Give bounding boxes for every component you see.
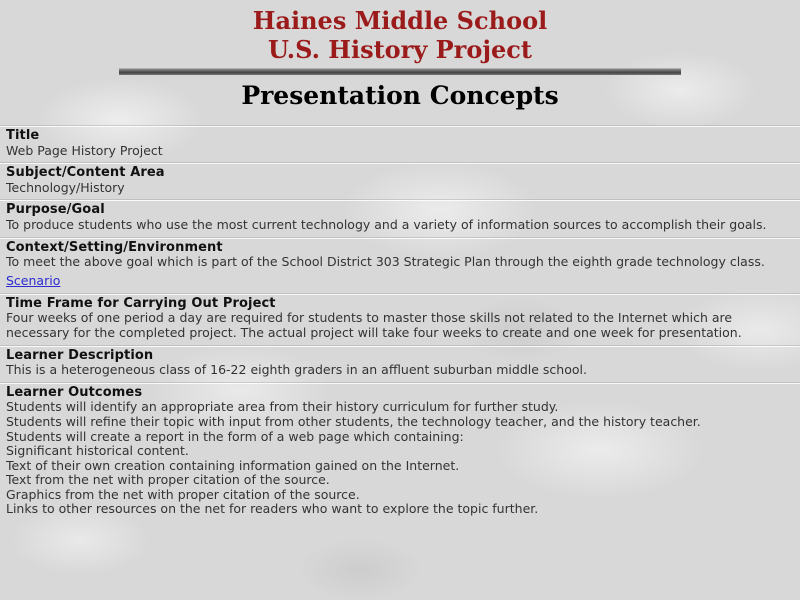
project-name: U.S. History Project [268,35,532,64]
outcome-line: Students will identify an appropriate area from their history curriculum for further study. [6,399,559,415]
section-label: Learner Description [6,347,154,363]
section-learner-description [0,346,800,383]
section-timeframe [0,294,800,346]
section-subject [0,163,800,200]
section-purpose [0,200,800,237]
content-area [0,126,800,522]
section-label: Time Frame for Carrying Out Project [6,295,276,311]
outcome-line: Links to other resources on the net for readers who want to explore the topic further. [6,501,539,517]
section-label: Title [6,128,40,143]
section-label: Purpose/Goal [6,202,105,218]
header-divider [119,68,681,75]
scenario-link[interactable]: Scenario [6,272,61,288]
section-label: Learner Outcomes [6,384,143,400]
outcome-line: Text of their own creation containing information gained on the Internet. [6,457,460,473]
section-text: This is a heterogeneous class of 16-22 eighth graders in an affluent suburban middle school. [6,362,587,378]
outcome-line: Students will create a report in the form of a web page which containing: [6,428,464,444]
section-context [0,238,800,294]
page-title: Presentation Concepts [241,81,559,110]
section-text: To produce students who use the most current technology and a variety of information sources to accomplish their goals. [6,216,767,232]
school-name: Haines Middle School [252,6,548,35]
section-text: Technology/History [6,179,125,195]
section-text: Web Page History Project [6,142,163,158]
section-text: Four weeks of one period a day are required for students to master those skills not related to the Internet which are necessary for the completed project. The actual project will take four weeks to create and one week for presentation. [6,310,742,340]
section-learner-outcomes [0,383,800,522]
section-label: Subject/Content Area [6,165,165,181]
section-text: To meet the above goal which is part of the School District 303 Strategic Plan through the eighth grade technology class. [6,254,765,270]
outcome-line: Text from the net with proper citation of the source. [6,472,330,488]
outcome-line: Significant historical content. [6,443,189,459]
section-title [0,126,800,163]
outcome-line: Graphics from the net with proper citation of the source. [6,486,360,502]
section-label: Context/Setting/Environment [6,239,223,255]
page-header [0,0,800,111]
outcome-line: Students will refine their topic with input from other students, the technology teacher, and the history teacher. [6,413,701,429]
